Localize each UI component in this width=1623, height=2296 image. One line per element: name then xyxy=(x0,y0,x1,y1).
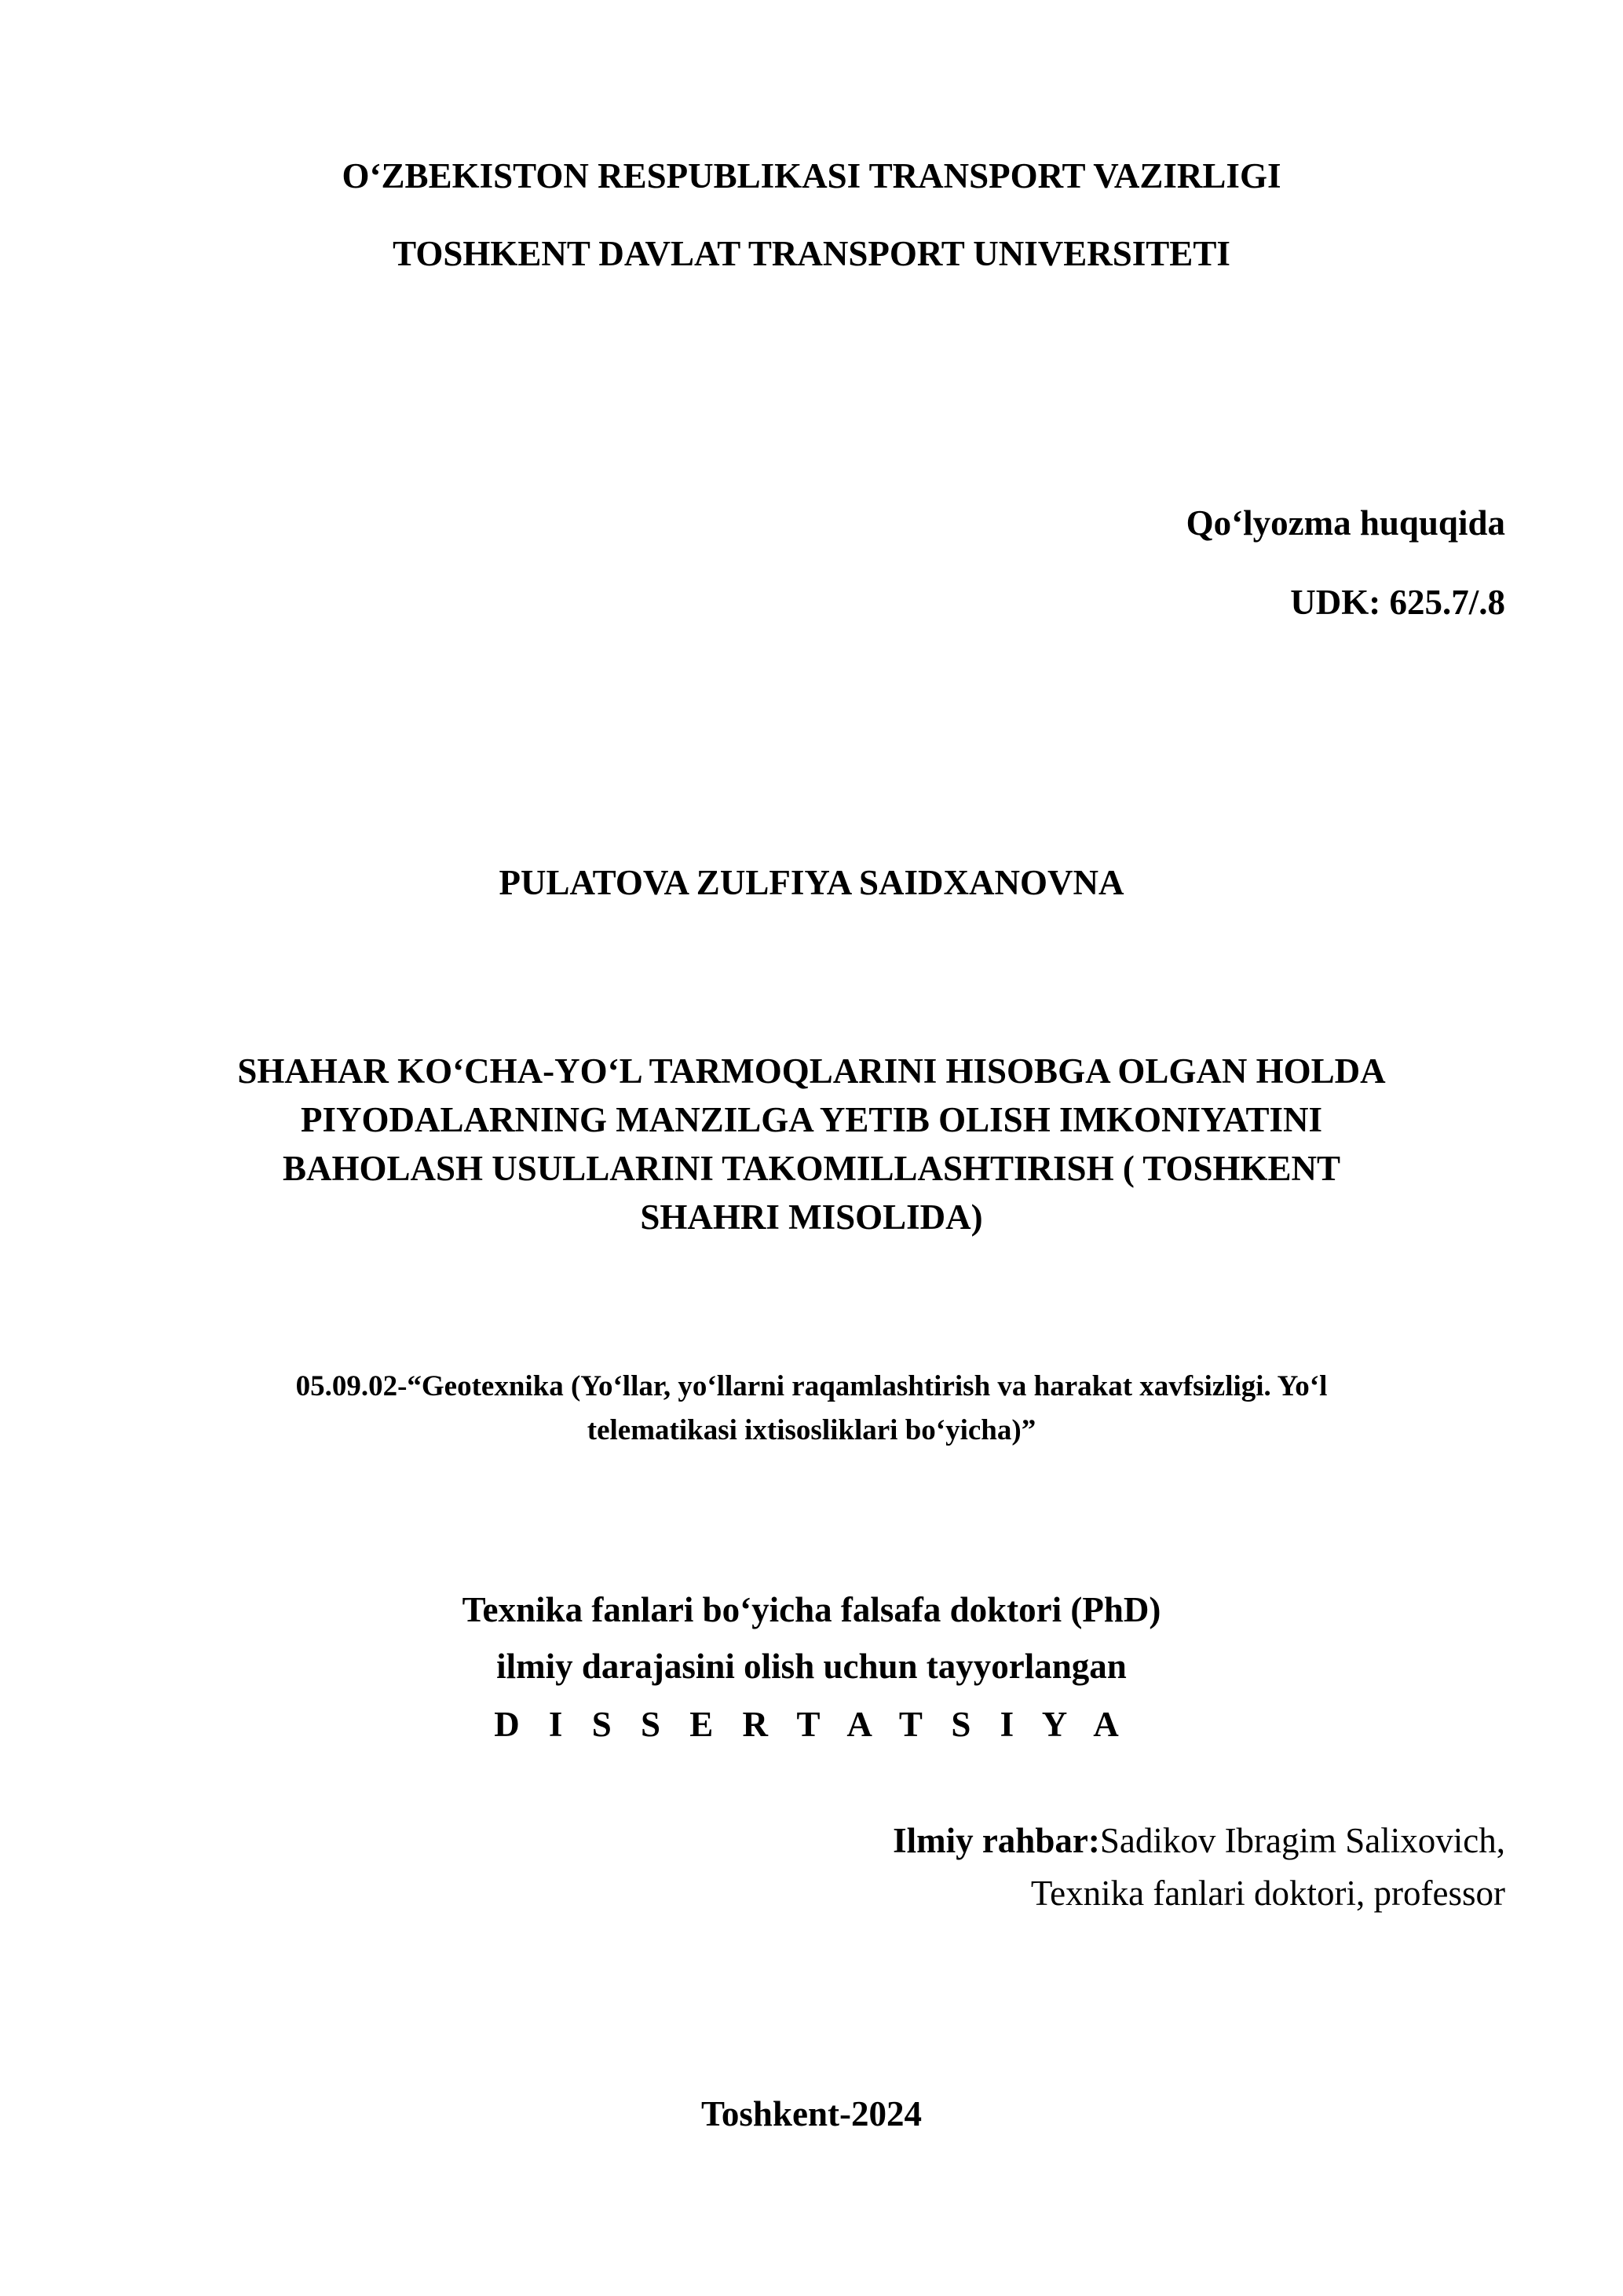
degree-line: ilmiy darajasini olish uchun tayyorlangan xyxy=(496,1647,1127,1686)
title-line: PIYODALARNING MANZILGA YETIB OLISH IMKONIYATINI xyxy=(300,1100,1323,1139)
degree-line: Texnika fanlari bo‘yicha falsafa doktori (PhD) xyxy=(462,1590,1161,1629)
city-year: Toshkent-2024 xyxy=(701,2094,922,2133)
title-line: SHAHAR KO‘CHA-YO‘L TARMOQLARINI HISOBGA OLGAN HOLDA xyxy=(237,1051,1386,1091)
ministry-heading: O‘ZBEKISTON RESPUBLIKASI TRANSPORT VAZIRLIGI xyxy=(342,156,1281,196)
title-line: SHAHRI MISOLIDA) xyxy=(640,1197,983,1237)
supervisor-label: Ilmiy rahbar: xyxy=(893,1821,1100,1860)
specialty-line: telematikasi ixtisosliklari bo‘yicha)” xyxy=(587,1414,1036,1446)
supervisor-title: Texnika fanlari doktori, professor xyxy=(1030,1874,1505,1913)
dissertation-label: D I S S E R T A T S I Y A xyxy=(494,1705,1129,1744)
manuscript-note: Qo‘lyozma huquqida xyxy=(1186,503,1505,543)
university-heading: TOSHKENT DAVLAT TRANSPORT UNIVERSITETI xyxy=(393,234,1230,273)
author-name: PULATOVA ZULFIYA SAIDXANOVNA xyxy=(499,863,1124,902)
title-line: BAHOLASH USULLARINI TAKOMILLASHTIRISH ( TOSHKENT xyxy=(282,1149,1341,1188)
supervisor-name: Sadikov Ibragim Salixovich, xyxy=(1099,1821,1505,1860)
supervisor-line xyxy=(893,1820,1505,1861)
udk-code: UDK: 625.7/.8 xyxy=(1290,583,1505,622)
specialty-line: 05.09.02-“Geotexnika (Yo‘llar, yo‘llarni raqamlashtirish va harakat xavfsizligi. Yo‘l xyxy=(295,1370,1328,1402)
